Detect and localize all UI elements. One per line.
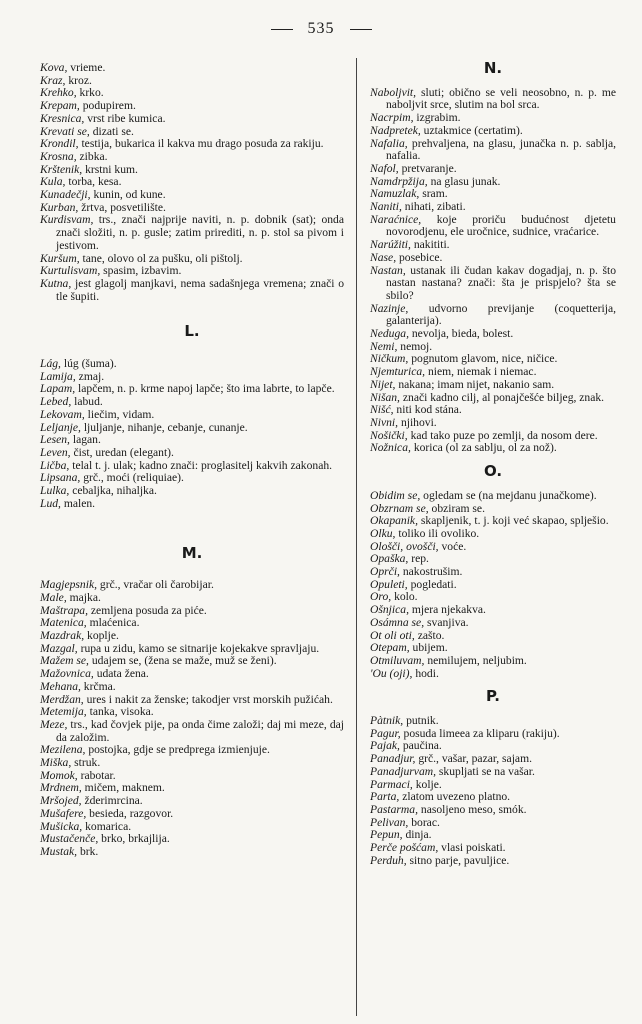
entry-headword: Namdrpžija,: [370, 174, 428, 188]
entry-definition: torba, kesa.: [68, 175, 122, 189]
header-dash-left: [271, 29, 293, 30]
entry-definition: rabotar.: [80, 768, 116, 782]
entry-headword: Nafol,: [370, 161, 399, 175]
entry-headword: Kuršum,: [40, 251, 80, 265]
entry-definition: struk.: [74, 756, 101, 770]
entry-headword: Pelivan,: [370, 815, 409, 829]
entry-definition: nemilujem, neljubim.: [427, 653, 527, 667]
entry-definition: udata žena.: [96, 667, 149, 681]
entry-definition: tane, olovo ol za pušku, oli pištolj.: [82, 251, 243, 265]
entry-headword: Okapanik,: [370, 514, 418, 528]
entry-definition: pretvaranje.: [401, 161, 457, 175]
entry-headword: Merdžan,: [40, 692, 84, 706]
entry-headword: Lud,: [40, 496, 61, 510]
entry-headword: Njemturica,: [370, 365, 426, 379]
entry-definition: niem, niemak i niemac.: [427, 365, 537, 379]
entry-headword: Perduh,: [370, 853, 407, 867]
entry-definition: kroz.: [68, 73, 92, 87]
entry-definition: kolo.: [394, 590, 418, 604]
entry-headword: Nadpretek,: [370, 123, 421, 137]
entry-definition: grč., vašar, pazar, sajam.: [418, 752, 532, 766]
entry-headword: Neduga,: [370, 327, 409, 341]
entry-headword: Kula,: [40, 175, 66, 189]
entry-definition: majka.: [69, 590, 101, 604]
entry-definition: dizati se.: [92, 124, 134, 138]
entry-headword: Lamija,: [40, 369, 76, 383]
entry-definition: putnik.: [406, 714, 439, 728]
entry-definition: na glasu junak.: [430, 174, 501, 188]
entry-headword: Mazdrak,: [40, 629, 85, 643]
entry-headword: Mezilena,: [40, 743, 86, 757]
dictionary-entry: [40, 100, 344, 113]
dictionary-entry: [40, 214, 344, 252]
entry-definition: paučina.: [402, 739, 442, 753]
entry-headword: Mušafere,: [40, 806, 87, 820]
entry-headword: Krondil,: [40, 137, 79, 151]
entry-headword: Nišan,: [370, 390, 400, 404]
entry-headword: Nivni,: [370, 415, 399, 429]
entry-definition: vrieme.: [70, 61, 106, 74]
entry-definition: vrst ribe kumica.: [87, 111, 166, 125]
entry-definition: koplje.: [87, 629, 119, 643]
entry-definition: hodi.: [415, 666, 439, 680]
entry-definition: vlasi poiskati.: [441, 841, 506, 855]
entry-definition: liečim, vidam.: [87, 407, 155, 421]
entry-headword: Mustak,: [40, 844, 78, 858]
entry-headword: Kurdisvam,: [40, 213, 94, 227]
entry-headword: Kraz,: [40, 73, 66, 87]
entry-definition: pognutom glavom, nice, ničice.: [411, 352, 558, 366]
entry-headword: Pastarma,: [370, 802, 418, 816]
entry-definition: prehvaljena, na glasu, junačka n. p. sablja, nafalia.: [386, 136, 616, 163]
entry-definition: nakana; imam nijet, nakanio sam.: [398, 377, 555, 391]
entry-definition: znači kadno cilj, al ponajčešće biljeg, znak.: [402, 390, 605, 404]
section-letter: L.: [184, 322, 200, 341]
entry-headword: Kresnica,: [40, 111, 85, 125]
entry-headword: Mažem se,: [40, 654, 89, 668]
entry-headword: Obidim se,: [370, 488, 421, 502]
entry-headword: Kova,: [40, 61, 68, 74]
entry-headword: Matenica,: [40, 616, 87, 630]
entry-headword: Krehko,: [40, 86, 77, 100]
entry-headword: Pagur,: [370, 726, 401, 740]
entry-definition: grč., vračar oli čarobijar.: [99, 578, 214, 592]
entry-headword: Nase,: [370, 250, 397, 264]
dictionary-entry: [40, 846, 344, 859]
entry-definition: zibka.: [79, 149, 108, 163]
entry-headword: Lesen,: [40, 433, 70, 447]
entry-definition: borac.: [411, 815, 440, 829]
entry-headword: Meze,: [40, 717, 68, 731]
entry-definition: voće.: [441, 539, 467, 553]
entry-headword: Kunadečji,: [40, 188, 91, 202]
entry-headword: Nemi,: [370, 339, 398, 353]
entry-headword: Nošički,: [370, 428, 408, 442]
entry-definition: uztakmice (certatim).: [423, 123, 523, 137]
entry-headword: Nijet,: [370, 377, 396, 391]
entry-definition: trs., znači najprije naviti, n. p. dobnik (sat); onda znači složiti, n. p. gusle; zatim prirediti, n. p. stol sa pivom i jestivom.: [56, 213, 345, 252]
entry-definition: zmaj.: [78, 369, 105, 383]
entry-headword: Olku,: [370, 526, 396, 540]
entry-definition: zašto.: [417, 628, 445, 642]
dictionary-entry: [370, 87, 616, 112]
dictionary-entry: [370, 265, 616, 303]
entry-headword: Kurtulisvam,: [40, 264, 101, 278]
entry-definition: telal t. j. ulak; kadno znači: proglasitelj kakvih zakonah.: [72, 458, 333, 472]
page-header: [0, 20, 642, 38]
entry-definition: koje proriču budućnost djetetu novorodjenu, ele uročnice, sudnice, vraćarice.: [386, 212, 616, 239]
dictionary-entry: [370, 138, 616, 163]
entry-headword: Lipsana,: [40, 471, 81, 485]
entry-definition: sluti; obično se veli neosobno, n. p. me naboljvit srce, slutim na bol srca.: [386, 85, 616, 112]
entry-definition: spasim, izbavim.: [103, 264, 182, 278]
entry-definition: krčma.: [83, 679, 116, 693]
entry-headword: Ničkum,: [370, 352, 409, 366]
entry-headword: Oro,: [370, 590, 392, 604]
entry-headword: Panadjurvam,: [370, 764, 437, 778]
entry-headword: Obzrnam se,: [370, 501, 429, 515]
page-number: 535: [307, 20, 335, 37]
entry-headword: Leven,: [40, 445, 71, 459]
entry-definition: brko, brkajlija.: [101, 832, 170, 846]
entry-definition: kolje.: [415, 777, 442, 791]
entry-headword: Mažovnica,: [40, 667, 94, 681]
entry-definition: skapljenik, t. j. koji već skapao, splješio.: [420, 514, 609, 528]
entry-headword: Kurban,: [40, 200, 79, 214]
entry-definition: pogledati.: [410, 577, 457, 591]
entry-headword: Namuzlak,: [370, 187, 420, 201]
entry-definition: zlatom uvezeno platno.: [402, 790, 511, 804]
entry-definition: ustanak ili čudan kakav dogadjaj, n. p. što nastan nastana? znači: šta je prispjelo? šta se sbilo?: [386, 263, 616, 302]
entry-definition: sitno parje, pavuljice.: [409, 853, 510, 867]
entry-definition: mičem, maknem.: [84, 781, 165, 795]
entry-definition: ubijem.: [412, 641, 448, 655]
entry-headword: Oprči,: [370, 565, 400, 579]
entry-headword: Pajak,: [370, 739, 400, 753]
entry-definition: dinja.: [405, 828, 432, 842]
entry-definition: trs., kad čovjek pije, pa onda čime založi; daj mi meze, daj da založim.: [56, 717, 344, 744]
entry-definition: kunin, od kune.: [93, 188, 166, 202]
entry-definition: nevolja, bieda, bolest.: [411, 327, 514, 341]
header-dash-right: [350, 29, 372, 30]
entry-headword: Nafalia,: [370, 136, 408, 150]
entry-headword: Naniti,: [370, 200, 402, 214]
entry-headword: Nastan,: [370, 263, 406, 277]
dictionary-entry: [370, 442, 616, 455]
entry-definition: ures i nakit za ženske; takodjer vrst morskih pužićah.: [86, 692, 333, 706]
entry-definition: svanjiva.: [427, 615, 469, 629]
entry-headword: Ošnjica,: [370, 603, 409, 617]
entry-definition: posuda limeea za kliparu (rakiju).: [403, 726, 560, 740]
entry-headword: Momok,: [40, 768, 78, 782]
entry-definition: lagan.: [72, 433, 101, 447]
entry-headword: Krepam,: [40, 99, 80, 113]
entry-headword: Lulka,: [40, 484, 70, 498]
entry-headword: Parta,: [370, 790, 400, 804]
entry-headword: Krštenik,: [40, 162, 83, 176]
entry-headword: Ot oli oti,: [370, 628, 415, 642]
entry-headword: Maštrapa,: [40, 603, 88, 617]
dictionary-entry: [370, 214, 616, 239]
section-letter: O.: [483, 462, 503, 481]
section-letter: N.: [483, 59, 503, 77]
entry-headword: Naboljvit,: [370, 85, 417, 99]
entry-definition: žrtva, posvetilište.: [81, 200, 166, 214]
entry-definition: testija, bukarica il kakva mu drago posuda za rakiju.: [81, 137, 324, 151]
dictionary-entry: [370, 303, 616, 328]
entry-headword: Opuleti,: [370, 577, 408, 591]
dictionary-entry: [40, 719, 344, 744]
entry-headword: Krevati se,: [40, 124, 90, 138]
entry-definition: posebice.: [399, 250, 443, 264]
entry-headword: Leljanje,: [40, 420, 81, 434]
entry-headword: Krosna,: [40, 149, 77, 163]
entry-definition: niti kod stána.: [396, 403, 462, 417]
entry-definition: kad tako puze po zemlji, da nosom dere.: [410, 428, 598, 442]
entry-headword: Mazgal,: [40, 641, 78, 655]
entry-definition: ljuljanje, nihanje, cebanje, cunanje.: [83, 420, 248, 434]
entry-headword: 'Ou (oji),: [370, 666, 413, 680]
entry-definition: lapčem, n. p. krme napoj lapče; što ima labrte, to lapče.: [78, 382, 335, 396]
entry-definition: ogledam se (na mejdanu junačkome).: [423, 488, 597, 502]
entry-headword: Mustačenče,: [40, 832, 99, 846]
entry-headword: Mrdnem,: [40, 781, 82, 795]
entry-headword: Kutna,: [40, 276, 72, 290]
dictionary-entry: [40, 498, 344, 511]
entry-headword: Magjepsnik,: [40, 578, 97, 592]
entry-headword: Lapam,: [40, 382, 76, 396]
entry-headword: Panadjur,: [370, 752, 416, 766]
entry-headword: Lág,: [40, 357, 61, 371]
entry-headword: Miška,: [40, 756, 72, 770]
entry-definition: izgrabim.: [416, 111, 461, 125]
entry-headword: Lebed,: [40, 395, 72, 409]
entry-definition: obziram se.: [431, 501, 485, 515]
entry-headword: Otepam,: [370, 641, 410, 655]
entry-definition: labud.: [74, 395, 103, 409]
entry-headword: Otmiluvam,: [370, 653, 425, 667]
entry-definition: čist, uredan (elegant).: [73, 445, 174, 459]
left-column: [40, 62, 344, 859]
entry-definition: rep.: [411, 552, 429, 566]
column-divider: [356, 58, 357, 1016]
entry-definition: mjera njekakva.: [411, 603, 486, 617]
entry-headword: Naraćnice,: [370, 212, 422, 226]
entry-definition: toliko ili ovoliko.: [398, 526, 480, 540]
entry-definition: skupljati se na vašar.: [438, 764, 535, 778]
entry-headword: Lekovam,: [40, 407, 85, 421]
entry-definition: zemljena posuda za piće.: [90, 603, 207, 617]
entry-headword: Opaška,: [370, 552, 409, 566]
entry-headword: Male,: [40, 590, 67, 604]
entry-headword: Mehana,: [40, 679, 81, 693]
entry-definition: nasoljeno meso, smók.: [420, 802, 527, 816]
entry-headword: Metemija,: [40, 705, 87, 719]
entry-definition: jest glagolj manjkavi, nema sadašnjega vremena; znači o tle šupiti.: [56, 276, 344, 303]
entry-definition: udvorno previjanje (coquetterija, galanterija).: [386, 301, 616, 328]
dictionary-entry: [370, 855, 616, 868]
entry-headword: Nožnica,: [370, 441, 411, 455]
entry-definition: mlaćenica.: [89, 616, 140, 630]
entry-definition: brk.: [79, 844, 99, 858]
entry-definition: besieda, razgovor.: [89, 806, 174, 820]
right-column: [370, 59, 616, 867]
section-letter: P.: [486, 687, 500, 706]
dictionary-entry: [40, 396, 344, 409]
entry-headword: Ološči, ovošči,: [370, 539, 439, 553]
entry-definition: krko.: [79, 86, 104, 100]
entry-headword: Nacrpim,: [370, 111, 414, 125]
entry-definition: grč., moći (reliquiae).: [83, 471, 184, 485]
entry-definition: malen.: [63, 496, 96, 510]
entry-definition: sram.: [422, 187, 448, 201]
entry-definition: žderimrcina.: [84, 794, 143, 808]
entry-definition: njihovi.: [400, 415, 437, 429]
entry-definition: nemoj.: [400, 339, 433, 353]
entry-definition: tanka, visoka.: [89, 705, 154, 719]
dictionary-entry: [40, 278, 344, 303]
entry-headword: Parmaci,: [370, 777, 413, 791]
entry-definition: lúg (šuma).: [63, 357, 117, 371]
section-letter: M.: [181, 543, 203, 562]
entry-definition: rupa u zidu, kamo se sitnarije kojekakve spravljaju.: [80, 641, 320, 655]
entry-headword: Pepun,: [370, 828, 403, 842]
entry-headword: Osámna se,: [370, 615, 425, 629]
entry-definition: cebaljka, nihaljka.: [72, 484, 157, 498]
dictionary-entry: [370, 668, 616, 681]
entry-definition: korica (ol za sablju, ol za nož).: [413, 441, 557, 455]
entry-headword: Ličba,: [40, 458, 70, 472]
entry-definition: krstni kum.: [85, 162, 138, 176]
entry-headword: Mršojed,: [40, 794, 82, 808]
entry-headword: Mušicka,: [40, 819, 83, 833]
entry-headword: Nišć,: [370, 403, 394, 417]
entry-definition: nakostrušim.: [402, 565, 463, 579]
entry-headword: Pàtnik,: [370, 714, 404, 728]
entry-definition: podupirem.: [82, 99, 136, 113]
entry-definition: udajem se, (žena se maže, muž se ženi).: [91, 654, 277, 668]
entry-definition: komarica.: [85, 819, 132, 833]
entry-headword: Narúžiti,: [370, 238, 411, 252]
entry-headword: Nazinje,: [370, 301, 409, 315]
entry-definition: postojka, gdje se predprega izmienjuje.: [88, 743, 270, 757]
entry-definition: nihati, zibati.: [404, 200, 466, 214]
entry-headword: Perče pošćam,: [370, 841, 439, 855]
entry-definition: nakititi.: [413, 238, 450, 252]
